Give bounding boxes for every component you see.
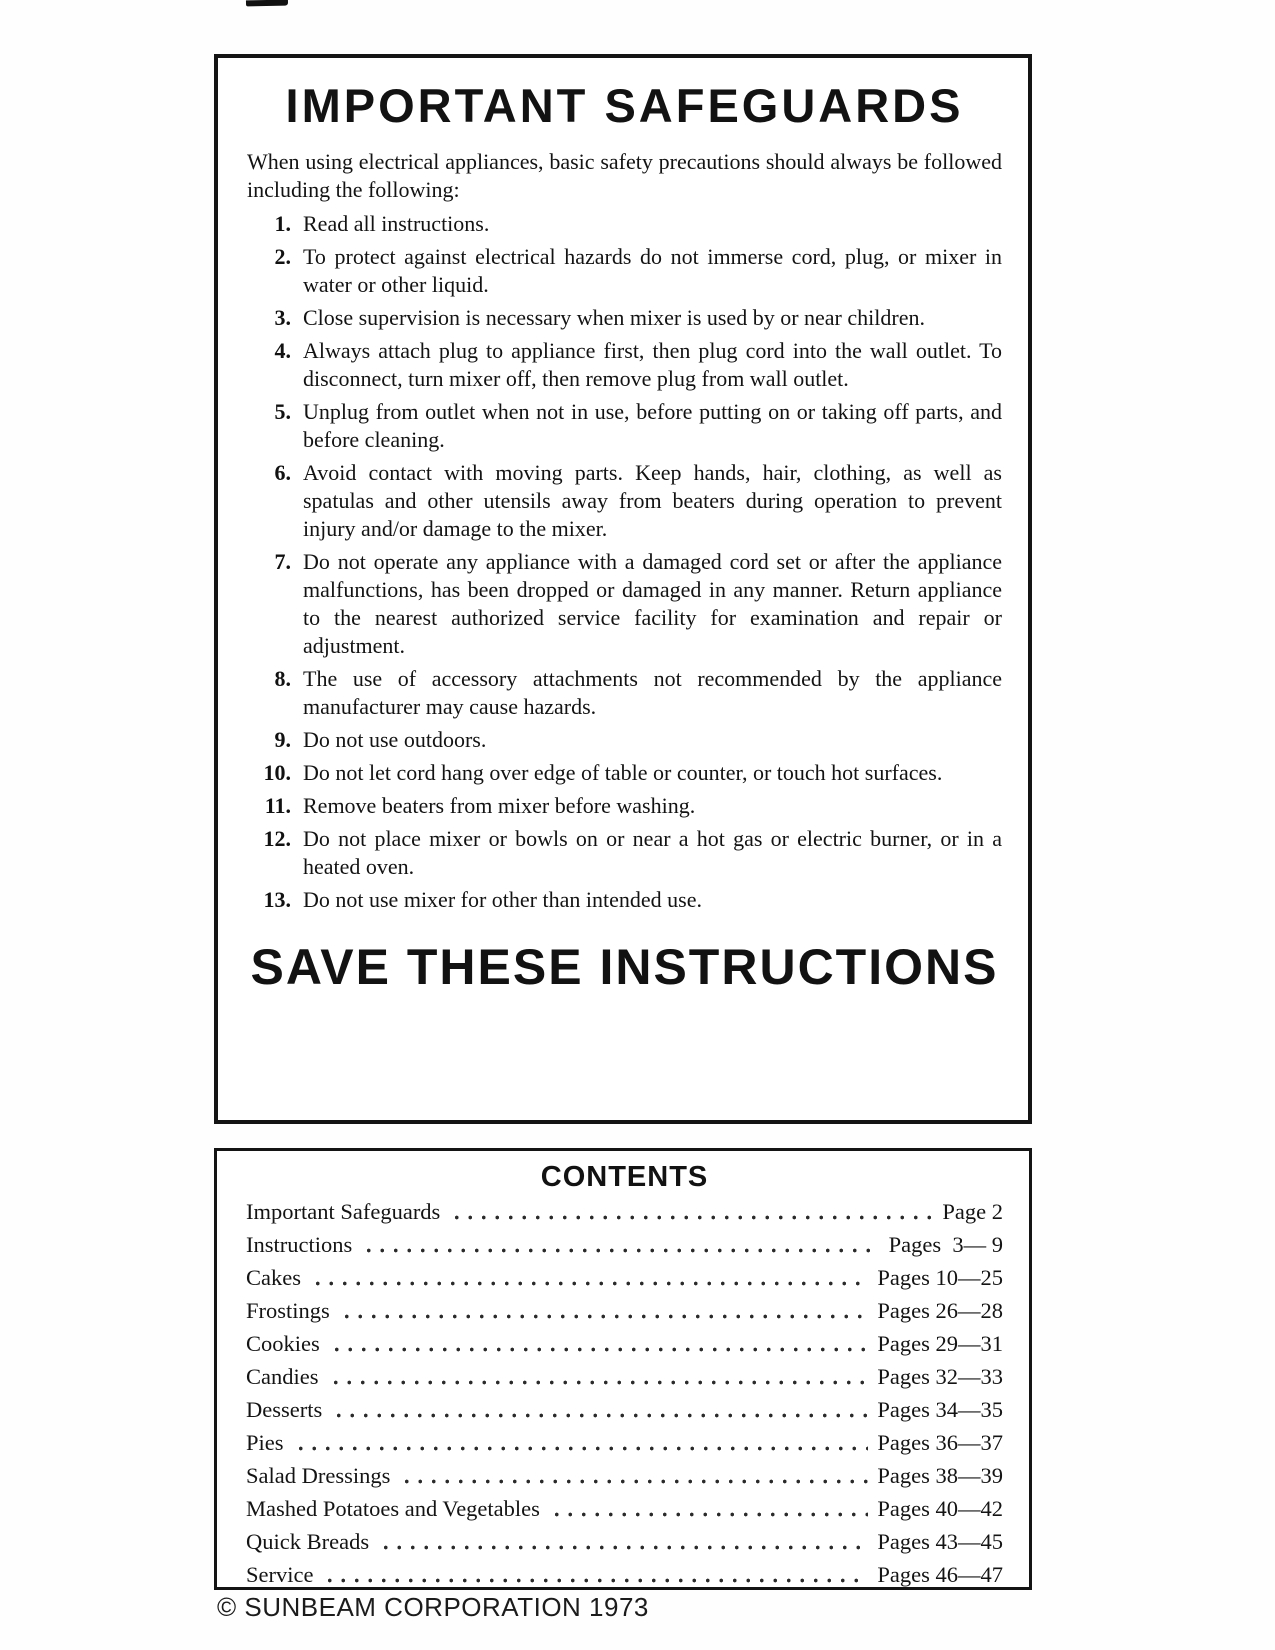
dot-leader xyxy=(323,1577,868,1584)
item-text: Unplug from outlet when not in use, before putting on or taking off parts, and before cleaning. xyxy=(303,399,1002,452)
safeguard-item xyxy=(247,759,1002,787)
item-number: 1. xyxy=(274,211,291,236)
toc-pages: Pages 34—35 xyxy=(877,1397,1003,1422)
contents-title: CONTENTS xyxy=(540,1161,709,1193)
toc-row xyxy=(246,1492,1003,1525)
save-instructions-title: SAVE THESE INSTRUCTIONS xyxy=(250,939,999,995)
toc-pages: Pages 46—47 xyxy=(877,1562,1003,1587)
toc-label: Cookies xyxy=(246,1331,320,1356)
toc-label: Cakes xyxy=(246,1265,301,1290)
safeguards-list xyxy=(247,210,1002,914)
item-number: 13. xyxy=(263,887,291,912)
item-text: Do not use outdoors. xyxy=(303,727,487,752)
item-number: 7. xyxy=(274,549,291,574)
dot-leader xyxy=(362,1247,879,1254)
toc-label: Pies xyxy=(246,1430,284,1455)
dot-leader xyxy=(330,1346,869,1353)
safeguard-item xyxy=(247,886,1002,914)
toc-row xyxy=(246,1294,1003,1327)
toc-label: Mashed Potatoes and Vegetables xyxy=(246,1496,540,1521)
toc-label: Quick Breads xyxy=(246,1529,370,1554)
safeguard-item xyxy=(247,210,1002,238)
scan-smudge xyxy=(246,0,288,6)
safeguard-item xyxy=(247,304,1002,332)
safeguard-item xyxy=(247,825,1002,881)
item-number: 4. xyxy=(274,338,291,363)
toc-pages: Pages 10—25 xyxy=(877,1265,1003,1290)
dot-leader xyxy=(379,1544,868,1551)
item-number: 10. xyxy=(263,760,291,785)
toc-row xyxy=(246,1228,1003,1261)
toc-label: Salad Dressings xyxy=(246,1463,391,1488)
item-number: 6. xyxy=(274,460,291,485)
item-text: Read all instructions. xyxy=(303,211,490,236)
item-text: Always attach plug to appliance first, then plug cord into the wall outlet. To disconnect, turn mixer off, then remove plug from wall outlet. xyxy=(303,338,1002,391)
safeguards-title: IMPORTANT SAFEGUARDS xyxy=(285,79,964,132)
toc-pages: Pages 38—39 xyxy=(877,1463,1003,1488)
toc-label: Service xyxy=(246,1562,314,1587)
toc-row xyxy=(246,1195,1003,1228)
item-text: Close supervision is necessary when mixer is used by or near children. xyxy=(303,305,925,330)
toc-pages: Pages 40—42 xyxy=(877,1496,1003,1521)
dot-leader xyxy=(340,1313,869,1320)
item-text: Do not use mixer for other than intended use. xyxy=(303,887,702,912)
contents-box xyxy=(214,1148,1032,1590)
toc-row xyxy=(246,1360,1003,1393)
safeguard-item xyxy=(247,548,1002,660)
item-number: 2. xyxy=(274,244,291,269)
toc-row xyxy=(246,1558,1003,1591)
dot-leader xyxy=(294,1445,869,1452)
item-number: 12. xyxy=(263,826,291,851)
dot-leader xyxy=(332,1412,868,1419)
toc-pages: Pages 43—45 xyxy=(877,1529,1003,1554)
safeguard-item xyxy=(247,792,1002,820)
item-number: 3. xyxy=(274,305,291,330)
toc-list xyxy=(246,1195,1003,1591)
dot-leader xyxy=(550,1511,868,1518)
item-text: The use of accessory attachments not recommended by the appliance manufacturer may cause hazards. xyxy=(303,666,1002,719)
toc-label: Instructions xyxy=(246,1232,353,1257)
item-text: Avoid contact with moving parts. Keep hands, hair, clothing, as well as spatulas and other utensils away from beaters during operation to prevent injury and/or damage to the mixer. xyxy=(303,460,1002,541)
toc-row xyxy=(246,1327,1003,1360)
toc-row xyxy=(246,1261,1003,1294)
toc-row xyxy=(246,1426,1003,1459)
item-number: 11. xyxy=(264,793,291,818)
toc-pages: Pages 36—37 xyxy=(877,1430,1003,1455)
safeguard-item xyxy=(247,726,1002,754)
safeguard-item xyxy=(247,665,1002,721)
toc-row xyxy=(246,1459,1003,1492)
item-text: Do not let cord hang over edge of table or counter, or touch hot surfaces. xyxy=(303,760,943,785)
safeguards-intro: When using electrical appliances, basic safety precautions should always be followed including the following: xyxy=(247,149,1002,202)
copyright-line: © SUNBEAM CORPORATION 1973 xyxy=(217,1592,649,1622)
safeguard-item xyxy=(247,243,1002,299)
toc-pages: Pages 32—33 xyxy=(877,1364,1003,1389)
dot-leader xyxy=(400,1478,868,1485)
item-text: To protect against electrical hazards do not immerse cord, plug, or mixer in water or other liquid. xyxy=(303,244,1002,297)
toc-pages: Page 2 xyxy=(942,1199,1003,1224)
item-number: 9. xyxy=(274,727,291,752)
toc-label: Desserts xyxy=(246,1397,323,1422)
toc-label: Candies xyxy=(246,1364,319,1389)
toc-row xyxy=(246,1393,1003,1426)
safeguards-box xyxy=(214,54,1032,1124)
dot-leader xyxy=(311,1280,868,1287)
toc-pages: Pages 3— 9 xyxy=(888,1232,1003,1257)
safeguard-item xyxy=(247,459,1002,543)
toc-row xyxy=(246,1525,1003,1558)
toc-label: Important Safeguards xyxy=(246,1199,441,1224)
safeguard-item xyxy=(247,398,1002,454)
toc-pages: Pages 29—31 xyxy=(877,1331,1003,1356)
item-number: 8. xyxy=(274,666,291,691)
toc-label: Frostings xyxy=(246,1298,330,1323)
dot-leader xyxy=(450,1214,933,1221)
item-text: Do not operate any appliance with a damaged cord set or after the appliance malfunctions, has been dropped or damaged in any manner. Return appliance to the nearest authorized service facility for examination and repair or adjustment. xyxy=(303,549,1002,658)
item-text: Remove beaters from mixer before washing. xyxy=(303,793,696,818)
item-number: 5. xyxy=(274,399,291,424)
toc-pages: Pages 26—28 xyxy=(877,1298,1003,1323)
safeguard-item xyxy=(247,337,1002,393)
item-text: Do not place mixer or bowls on or near a hot gas or electric burner, or in a heated oven. xyxy=(303,826,1002,879)
dot-leader xyxy=(329,1379,869,1386)
